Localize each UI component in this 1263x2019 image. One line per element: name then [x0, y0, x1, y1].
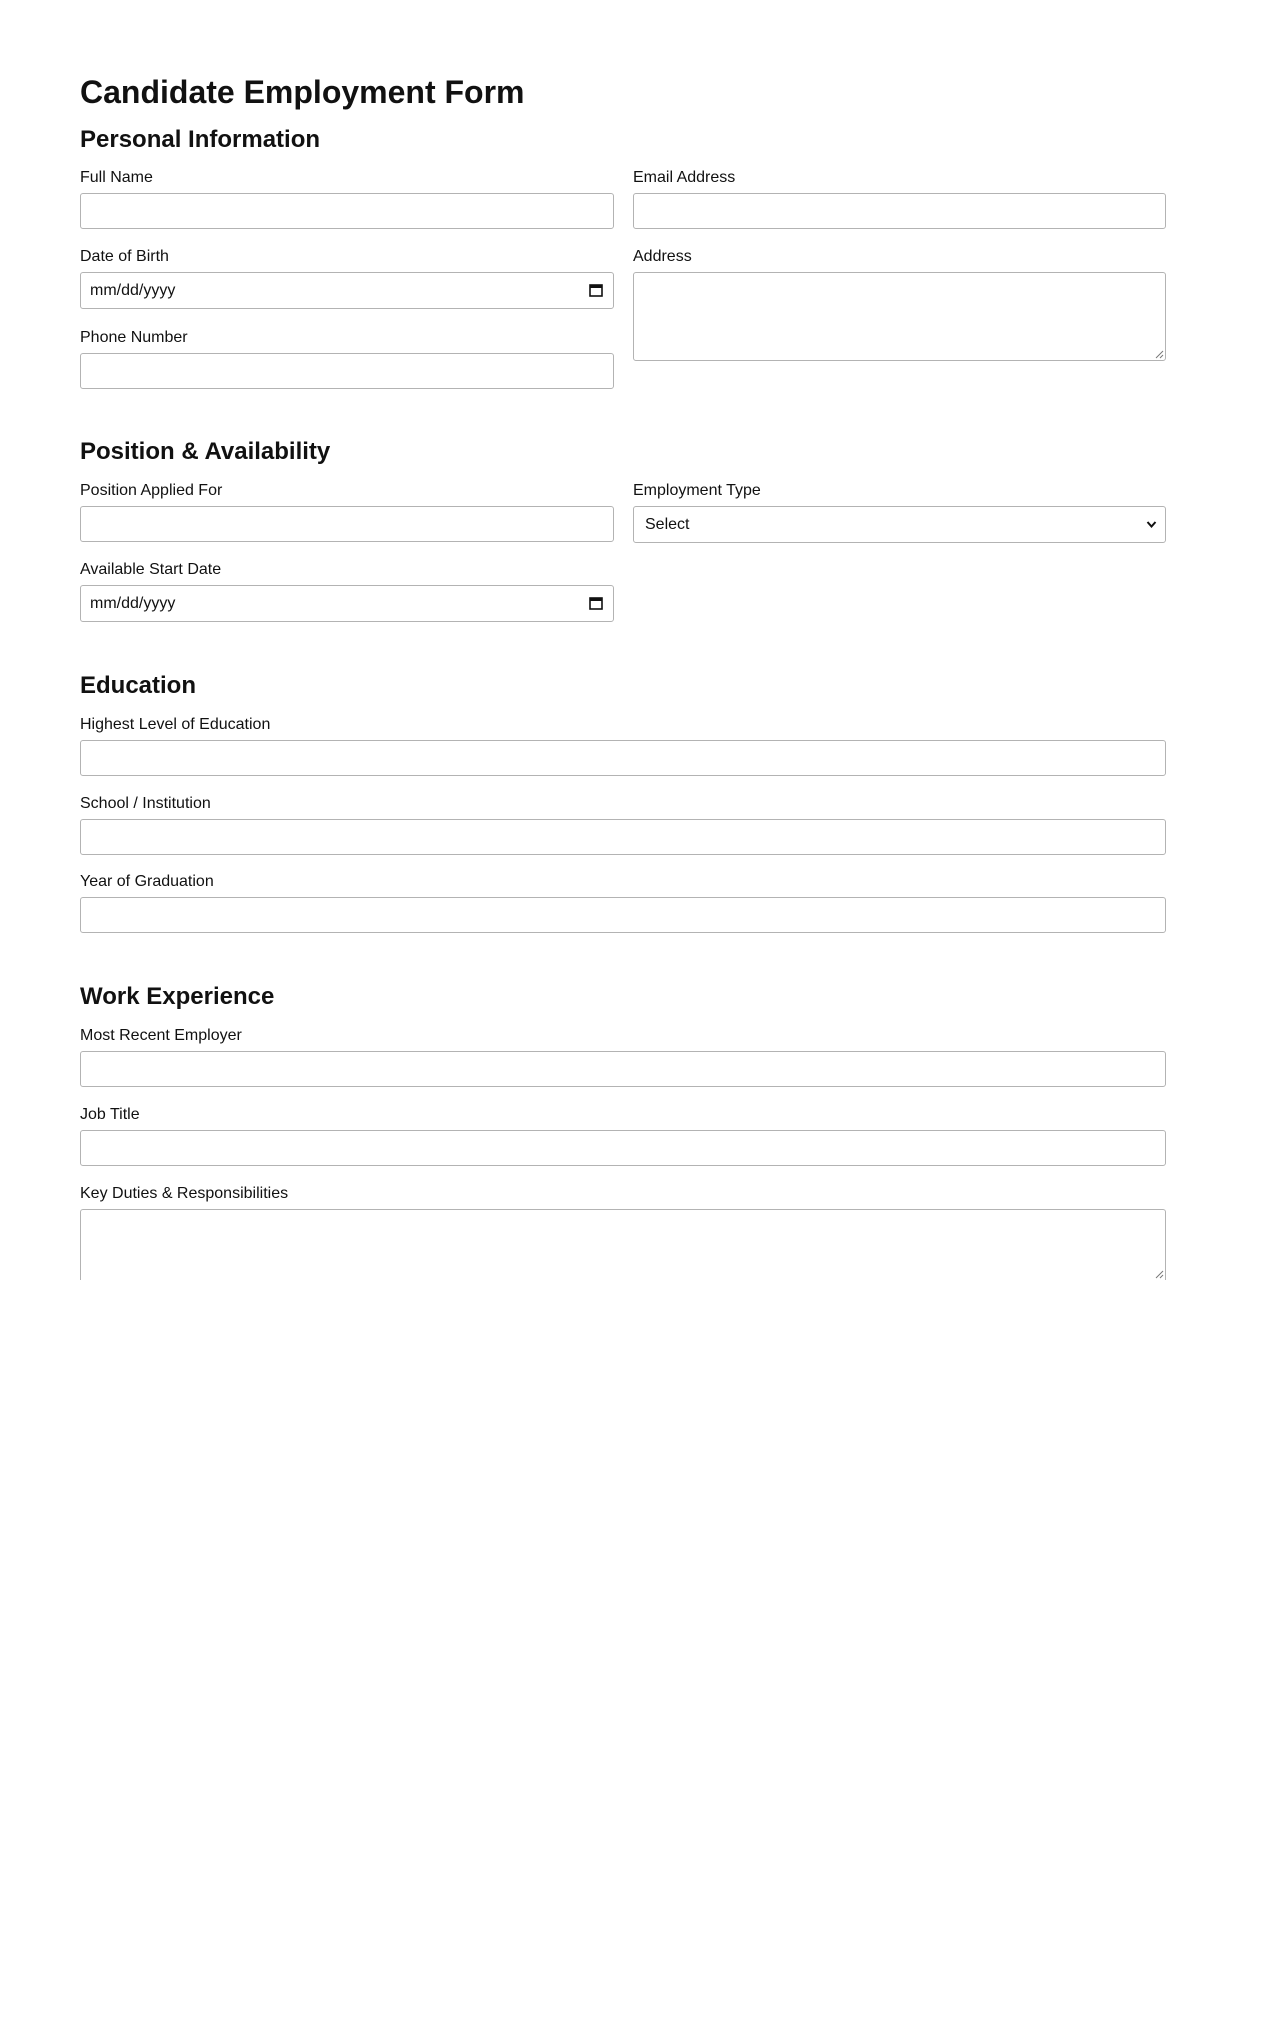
school-label: School / Institution [80, 795, 211, 812]
job-title-label: Job Title [80, 1106, 140, 1123]
full-name-input[interactable] [80, 193, 614, 229]
section-heading-position: Position & Availability [80, 438, 331, 465]
start-date-input[interactable] [80, 585, 614, 622]
education-level-label: Highest Level of Education [80, 716, 271, 733]
employment-type-select[interactable] [633, 506, 1166, 543]
duties-label: Key Duties & Responsibilities [80, 1185, 289, 1202]
dob-label: Date of Birth [80, 248, 169, 265]
start-date-label: Available Start Date [80, 561, 222, 578]
phone-label: Phone Number [80, 329, 188, 346]
section-heading-experience: Work Experience [80, 983, 275, 1010]
email-input[interactable] [633, 193, 1166, 229]
school-input[interactable] [80, 819, 1166, 855]
position-input[interactable] [80, 506, 614, 542]
address-textarea[interactable] [633, 272, 1166, 361]
calendar-icon[interactable] [589, 283, 603, 297]
section-heading-education: Education [80, 672, 197, 699]
job-title-input[interactable] [80, 1130, 1166, 1166]
email-label: Email Address [633, 169, 736, 186]
graduation-year-label: Year of Graduation [80, 873, 214, 890]
employment-type-label: Employment Type [633, 482, 761, 499]
resize-grip-icon[interactable] [1155, 350, 1164, 359]
address-label: Address [633, 248, 692, 265]
chevron-down-icon [1146, 520, 1157, 529]
dob-date-input[interactable] [80, 272, 614, 309]
employer-label: Most Recent Employer [80, 1027, 242, 1044]
section-heading-personal: Personal Information [80, 126, 321, 153]
graduation-year-input[interactable] [80, 897, 1166, 933]
resize-grip-icon[interactable] [1155, 1270, 1164, 1279]
form-title: Candidate Employment Form [80, 74, 525, 110]
duties-textarea[interactable] [80, 1209, 1166, 1280]
phone-input[interactable] [80, 353, 614, 389]
education-level-input[interactable] [80, 740, 1166, 776]
calendar-icon[interactable] [589, 596, 603, 610]
full-name-label: Full Name [80, 169, 153, 186]
dob-placeholder: mm/dd/yyyy [90, 282, 176, 299]
employer-input[interactable] [80, 1051, 1166, 1087]
start-date-placeholder: mm/dd/yyyy [90, 595, 176, 612]
position-label: Position Applied For [80, 482, 223, 499]
employment-type-selected: Select [645, 516, 690, 533]
